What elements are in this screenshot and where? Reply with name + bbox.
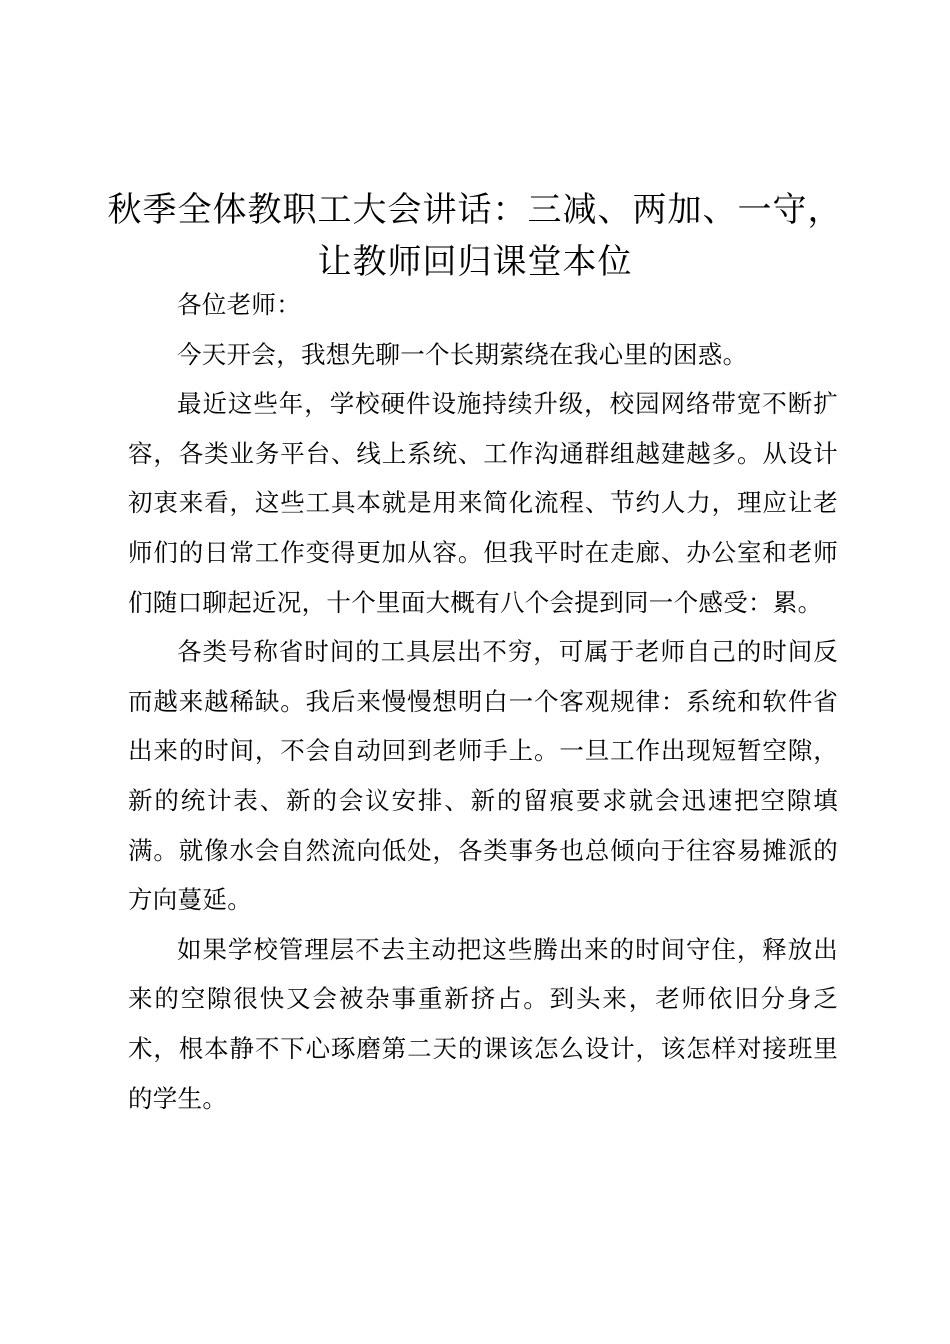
salutation: 各位老师： <box>177 290 301 319</box>
title-line-2: 让教师回归课堂本位 <box>317 242 633 282</box>
paragraph: 最近这些年，学校硬件设施持续升级，校园网络带宽不断扩容，各类业务平台、线上系统、工作沟通群组越建越多。从设计初衷来看，这些工具本就是用来简化流程、节约人力，理应让老师们的日常工作变得更加从容。但我平时在走廊、办公室和老师们随口聊起近况，十个里面大概有八个会提到同一个感受：累。 <box>128 389 838 617</box>
title-line-1: 秋季全体教职工大会讲话：三减、两加、一守， <box>107 190 843 230</box>
document-title <box>0 184 950 288</box>
paragraph: 如果学校管理层不去主动把这些腾出来的时间守住，释放出来的空隙很快又会被杂事重新挤占。到头来，老师依旧分身乏术，根本静不下心琢磨第二天的课该怎么设计，该怎样对接班里的学生。 <box>128 934 838 1113</box>
paragraph: 各类号称省时间的工具层出不穷，可属于老师自己的时间反而越来越稀缺。我后来慢慢想明白一个客观规律：系统和软件省出来的时间，不会自动回到老师手上。一旦工作出现短暂空隙，新的统计表、新的会议安排、新的留痕要求就会迅速把空隙填满。就像水会自然流向低处，各类事务也总倾向于往容易摊派的方向蔓延。 <box>128 637 838 915</box>
document-body <box>128 280 838 1123</box>
paragraph: 今天开会，我想先聊一个长期萦绕在我心里的困惑。 <box>177 339 748 369</box>
